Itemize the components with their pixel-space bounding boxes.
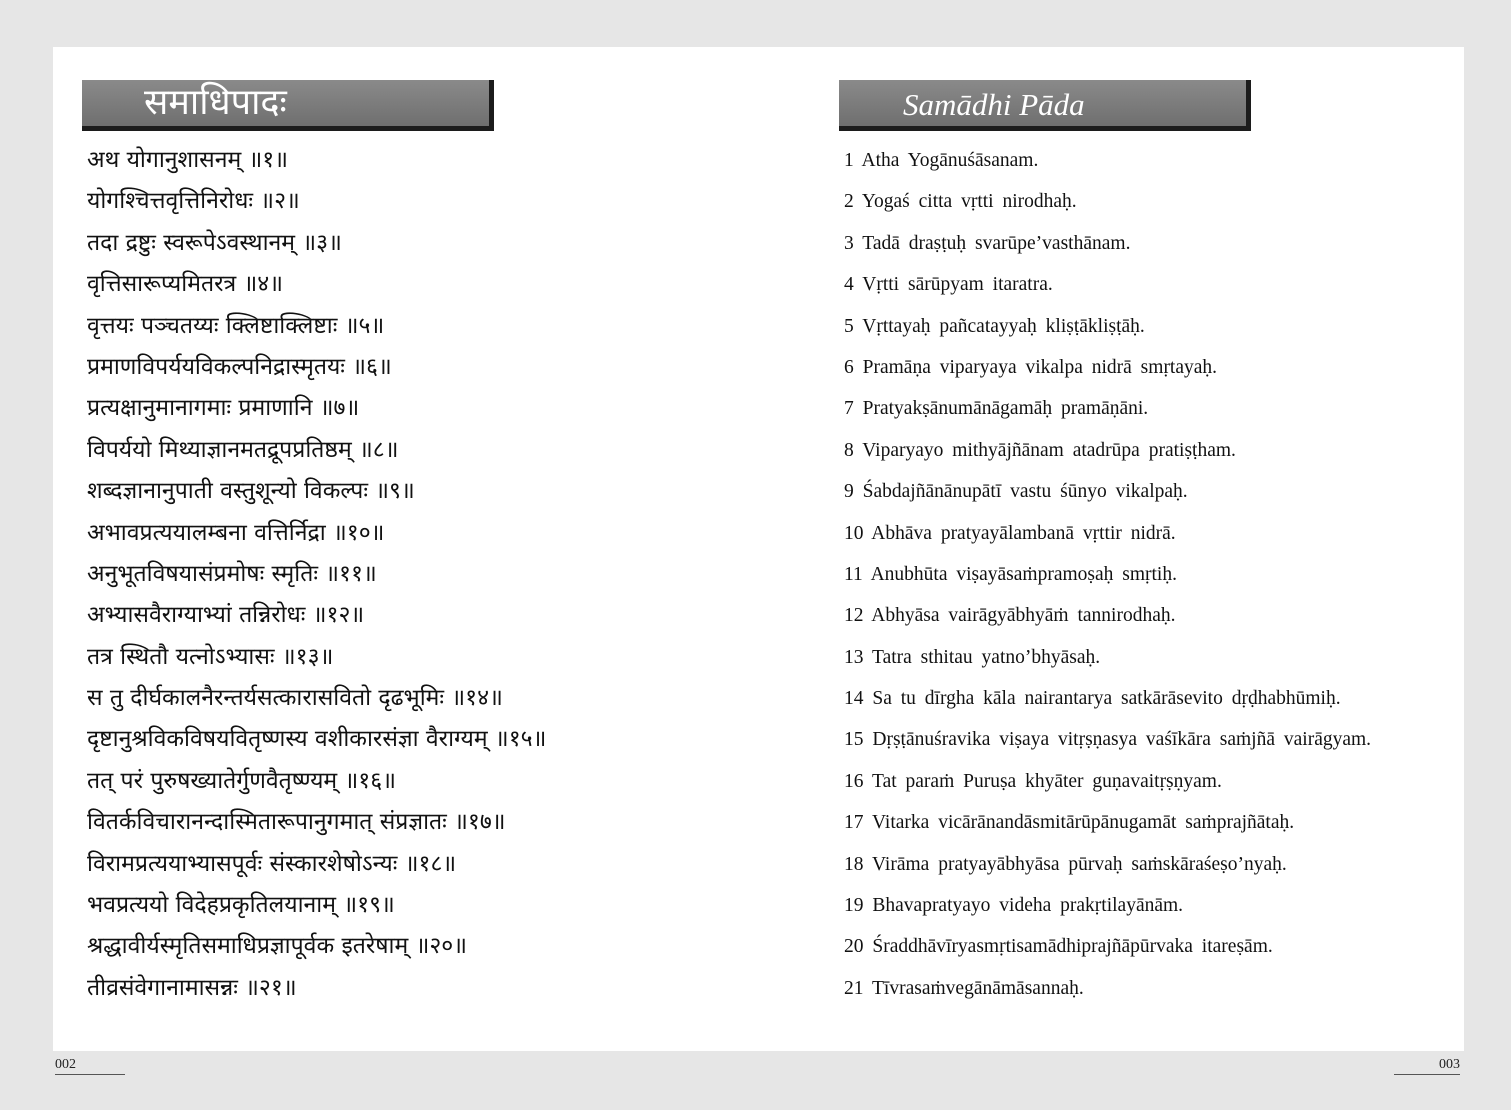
sanskrit-sutra: वृत्तिसारूप्यमितरत्र ॥४॥ [87,271,284,298]
sanskrit-sutra: अभ्यासवैराग्याभ्यां तन्निरोधः ॥१२॥ [87,602,365,629]
sanskrit-sutra: श्रद्धावीर्यस्मृतिसमाधिप्रज्ञापूर्वक इतरेषाम् ॥२०॥ [87,933,468,960]
sanskrit-sutra: योगश्चित्तवृत्तिनिरोधः ॥२॥ [87,188,300,215]
sanskrit-sutra: स तु दीर्घकालनैरन्तर्यसत्कारासवितो दृढभूमिः ॥१४॥ [87,685,503,712]
transliterated-sutra: 10 Abhāva pratyayālambanā vṛttir nidrā. [844,522,1176,544]
sanskrit-sutra-list [87,140,727,1009]
sanskrit-sutra: प्रमाणविपर्ययविकल्पनिद्रास्मृतयः ॥६॥ [87,353,392,380]
transliterated-sutra: 14 Sa tu dīrgha kāla nairantarya satkārāsevito dṛḍhabhūmiḥ. [844,688,1341,710]
transliteration-chapter-heading-bar [839,80,1251,131]
sanskrit-sutra: तत् परं पुरुषख्यातेर्गुणवैतृष्ण्यम् ॥१६॥ [87,767,396,794]
sanskrit-sutra: वितर्कविचारानन्दास्मितारूपानुगमात् संप्रज्ञातः ॥१७॥ [87,809,506,836]
transliterated-sutra: 19 Bhavapratyayo videha prakṛtilayānām. [844,895,1184,917]
sanskrit-chapter-title: समाधिपादः [144,82,287,123]
left-page-number: 002 [55,1057,125,1075]
transliterated-sutra: 13 Tatra sthitau yatno’bhyāsaḥ. [844,646,1101,668]
transliterated-sutra: 16 Tat paraṁ Puruṣa khyāter guṇavaitṛṣṇyam. [844,770,1222,792]
transliterated-sutra: 9 Śabdajñānānupātī vastu śūnyo vikalpaḥ. [844,481,1188,503]
sanskrit-sutra: प्रत्यक्षानुमानागमाः प्रमाणानि ॥७॥ [87,395,360,422]
transliterated-sutra: 18 Virāma pratyayābhyāsa pūrvaḥ saṁskāraśeṣo’nyaḥ. [844,853,1287,875]
transliteration-chapter-title: Samādhi Pāda [903,87,1085,122]
sanskrit-sutra: अभावप्रत्ययालम्बना वत्तिर्निद्रा ॥१०॥ [87,519,385,546]
transliterated-sutra: 11 Anubhūta viṣayāsaṁpramoṣaḥ smṛtiḥ. [844,563,1177,585]
transliterated-sutra: 8 Viparyayo mithyājñānam atadrūpa pratiṣṭham. [844,439,1236,461]
transliterated-sutra: 5 Vṛttayaḥ pañcatayyaḥ kliṣṭākliṣṭāḥ. [844,315,1145,337]
transliterated-sutra: 1 Atha Yogānuśāsanam. [844,150,1039,171]
transliterated-sutra: 20 Śraddhāvīryasmṛtisamādhiprajñāpūrvaka itareṣām. [844,936,1273,958]
right-page-number: 003 [1394,1057,1460,1075]
transliterated-sutra: 6 Pramāṇa viparyaya vikalpa nidrā smṛtayaḥ. [844,356,1218,378]
transliterated-sutra: 15 Dṛṣṭānuśravika viṣaya vitṛṣṇasya vaśīkāra saṁjñā vairāgyam. [844,729,1372,751]
sanskrit-chapter-heading-bar [82,80,494,131]
sanskrit-sutra: तत्र स्थितौ यत्नोऽभ्यासः ॥१३॥ [87,643,334,670]
sanskrit-sutra: तदा द्रष्टुः स्वरूपेऽवस्थानम् ॥३॥ [87,229,342,256]
sanskrit-sutra: विपर्ययो मिथ्याज्ञानमतद्रूपप्रतिष्ठम् ॥८॥ [87,436,399,463]
sanskrit-sutra: दृष्टानुश्रविकविषयवितृष्णस्य वशीकारसंज्ञा वैराग्यम् ॥१५॥ [87,726,547,753]
sanskrit-sutra: अथ योगानुशासनम् ॥१॥ [87,147,289,173]
transliterated-sutra: 4 Vṛtti sārūpyam itaratra. [844,274,1053,296]
transliterated-sutra: 2 Yogaś citta vṛtti nirodhaḥ. [844,191,1077,213]
transliterated-sutra-list [844,140,1464,1009]
transliterated-sutra: 21 Tīvrasaṁvegānāmāsannaḥ. [844,977,1084,999]
transliterated-sutra: 12 Abhyāsa vairāgyābhyāṁ tannirodhaḥ. [844,605,1176,627]
sanskrit-sutra: अनुभूतविषयासंप्रमोषः स्मृतिः ॥११॥ [87,560,377,587]
sanskrit-sutra: वृत्तयः पञ्चतय्यः क्लिष्टाक्लिष्टाः ॥५॥ [87,312,385,339]
sanskrit-sutra: तीव्रसंवेगानामासन्नः ॥२१॥ [87,974,297,1001]
transliterated-sutra: 17 Vitarka vicārānandāsmitārūpānugamāt saṁprajñātaḥ. [844,812,1295,834]
sanskrit-sutra: शब्दज्ञानानुपाती वस्तुशून्यो विकल्पः ॥९॥ [87,478,415,505]
sanskrit-sutra: विरामप्रत्ययाभ्यासपूर्वः संस्कारशेषोऽन्यः ॥१८॥ [87,850,457,877]
sanskrit-sutra: भवप्रत्ययो विदेहप्रकृतिलयानाम् ॥१९॥ [87,892,395,919]
transliterated-sutra: 3 Tadā draṣṭuḥ svarūpe’vasthānam. [844,232,1131,254]
transliterated-sutra: 7 Pratyakṣānumānāgamāḥ pramāṇāni. [844,398,1149,420]
